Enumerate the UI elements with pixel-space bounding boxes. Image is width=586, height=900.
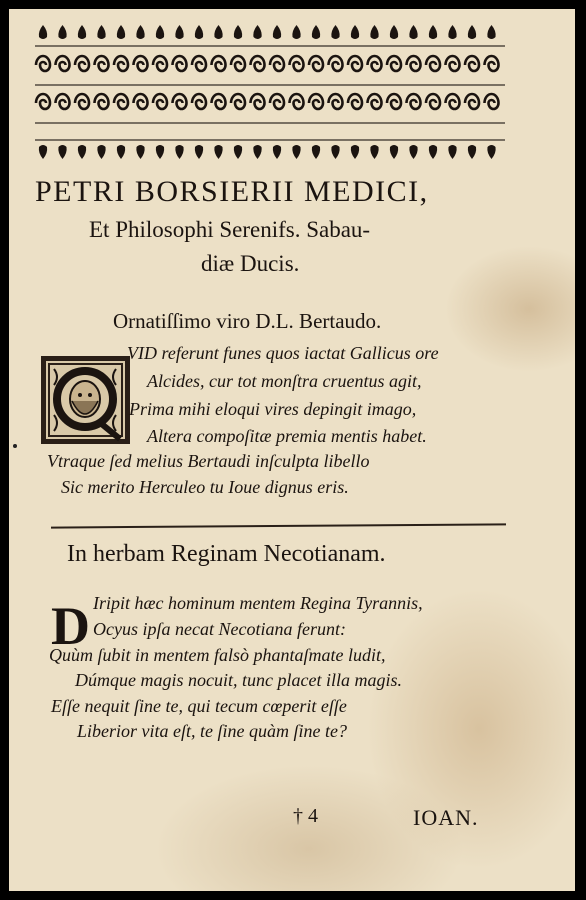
scroll-motif-icon xyxy=(348,56,362,71)
fleuron-top-icon xyxy=(487,25,495,39)
fleuron-top-icon xyxy=(136,25,144,39)
fleuron-bottom-icon xyxy=(487,145,495,159)
fleuron-bottom-icon xyxy=(429,145,437,159)
poem1-line: VID referunt funes quos iactat Gallicus ore xyxy=(127,343,439,363)
fleuron-bottom-icon xyxy=(351,145,359,159)
scroll-motif-icon xyxy=(212,94,226,109)
scroll-motif-icon xyxy=(485,94,499,109)
scroll-motif-icon xyxy=(114,56,128,71)
scroll-motif-icon xyxy=(407,94,421,109)
scroll-motif-icon xyxy=(446,56,460,71)
fleuron-top-icon xyxy=(58,25,66,39)
scroll-motif-icon xyxy=(95,94,109,109)
poem1-line: Alcides, cur tot monſtra cruentus agit, xyxy=(147,371,422,391)
ornament-rule xyxy=(35,122,505,124)
scroll-motif-icon xyxy=(290,56,304,71)
scroll-motif-icon xyxy=(465,94,479,109)
fleuron-bottom-icon xyxy=(58,145,66,159)
scroll-motif-icon xyxy=(309,56,323,71)
fleuron-bottom-icon xyxy=(175,145,183,159)
author-title-line2: Et Philosophi Serenifs. Sabau- xyxy=(89,217,371,242)
scroll-motif-icon xyxy=(56,94,70,109)
fleuron-bottom-icon xyxy=(195,145,203,159)
scroll-motif-icon xyxy=(75,56,89,71)
fleuron-top-icon xyxy=(78,25,86,39)
scroll-motif-icon xyxy=(212,56,226,71)
poem2-line: Quùm ſubit in mentem falsò phantaſmate ludit, xyxy=(49,645,386,665)
scroll-motif-icon xyxy=(368,56,382,71)
fleuron-top-icon xyxy=(331,25,339,39)
scroll-motif-icon xyxy=(231,56,245,71)
fleuron-bottom-icon xyxy=(409,145,417,159)
fleuron-bottom-icon xyxy=(39,145,47,159)
poem2-line: Iripit hæc hominum mentem Regina Tyrannis, xyxy=(93,593,423,613)
scroll-motif-icon xyxy=(251,56,265,71)
fleuron-bottom-icon xyxy=(97,145,105,159)
fleuron-top-icon xyxy=(370,25,378,39)
scroll-motif-icon xyxy=(153,94,167,109)
fleuron-bottom-icon xyxy=(331,145,339,159)
ink-speck xyxy=(13,444,17,448)
catchword: IOAN. xyxy=(413,805,479,830)
fleuron-bottom-icon xyxy=(390,145,398,159)
fleuron-top-icon xyxy=(409,25,417,39)
ornament-rule xyxy=(35,84,505,86)
fleuron-top-icon xyxy=(234,25,242,39)
scroll-motif-icon xyxy=(153,56,167,71)
scroll-motif-icon xyxy=(387,94,401,109)
scroll-motif-icon xyxy=(446,94,460,109)
fleuron-top-icon xyxy=(175,25,183,39)
fleuron-top-icon xyxy=(448,25,456,39)
ornament-rule xyxy=(35,45,505,47)
fleuron-bottom-icon xyxy=(214,145,222,159)
scroll-motif-icon xyxy=(231,94,245,109)
scroll-motif-icon xyxy=(173,56,187,71)
author-title-line3: diæ Ducis. xyxy=(201,251,300,276)
printers-ornament-icon xyxy=(33,21,509,163)
poem2-line: Eſſe nequit ſine te, qui tecum cœperit eſſe xyxy=(51,696,347,716)
scroll-motif-icon xyxy=(192,94,206,109)
fleuron-top-icon xyxy=(117,25,125,39)
fleuron-top-icon xyxy=(468,25,476,39)
scroll-motif-icon xyxy=(329,56,343,71)
fleuron-top-icon xyxy=(312,25,320,39)
fleuron-top-icon xyxy=(253,25,261,39)
ornament-rule xyxy=(35,139,505,141)
woodcut-initial-q-icon xyxy=(40,355,131,445)
fleuron-bottom-icon xyxy=(117,145,125,159)
scroll-motif-icon xyxy=(485,56,499,71)
fleuron-bottom-icon xyxy=(156,145,164,159)
scroll-motif-icon xyxy=(290,94,304,109)
section-divider xyxy=(51,523,506,528)
poem1-line: Altera compoſitæ premia mentis habet. xyxy=(147,426,427,446)
scroll-motif-icon xyxy=(368,94,382,109)
scroll-motif-icon xyxy=(465,56,479,71)
scroll-motif-icon xyxy=(270,94,284,109)
poem1-line: Prima mihi eloqui vires depingit imago, xyxy=(129,399,417,419)
scroll-motif-icon xyxy=(36,94,50,109)
scroll-motif-icon xyxy=(36,56,50,71)
scroll-motif-icon xyxy=(329,94,343,109)
fleuron-bottom-icon xyxy=(312,145,320,159)
fleuron-top-icon xyxy=(273,25,281,39)
dedication-line: Ornatiſſimo viro D.L. Bertaudo. xyxy=(113,309,382,333)
scroll-motif-icon xyxy=(270,56,284,71)
scroll-motif-icon xyxy=(426,94,440,109)
fleuron-top-icon xyxy=(292,25,300,39)
fleuron-top-icon xyxy=(429,25,437,39)
scroll-motif-icon xyxy=(426,56,440,71)
scroll-motif-icon xyxy=(407,56,421,71)
fleuron-bottom-icon xyxy=(136,145,144,159)
fleuron-bottom-icon xyxy=(253,145,261,159)
scroll-motif-icon xyxy=(309,94,323,109)
fleuron-top-icon xyxy=(214,25,222,39)
poem2-line: Ocyus ipſa necat Necotiana ferunt: xyxy=(93,619,346,639)
scroll-motif-icon xyxy=(348,94,362,109)
fleuron-bottom-icon xyxy=(448,145,456,159)
scroll-motif-icon xyxy=(134,94,148,109)
fleuron-bottom-icon xyxy=(468,145,476,159)
fleuron-top-icon xyxy=(351,25,359,39)
scroll-motif-icon xyxy=(114,94,128,109)
fleuron-bottom-icon xyxy=(370,145,378,159)
fleuron-bottom-icon xyxy=(234,145,242,159)
scroll-motif-icon xyxy=(387,56,401,71)
section-heading: In herbam Reginam Necotianam. xyxy=(67,541,386,567)
author-title-line1: PETRI BORSIERII MEDICI, xyxy=(35,175,429,208)
scroll-motif-icon xyxy=(173,94,187,109)
fleuron-top-icon xyxy=(390,25,398,39)
scroll-motif-icon xyxy=(75,94,89,109)
fleuron-top-icon xyxy=(39,25,47,39)
scroll-motif-icon xyxy=(192,56,206,71)
scroll-motif-icon xyxy=(134,56,148,71)
fleuron-bottom-icon xyxy=(273,145,281,159)
fleuron-top-icon xyxy=(195,25,203,39)
fleuron-bottom-icon xyxy=(292,145,300,159)
scroll-motif-icon xyxy=(95,56,109,71)
poem1-line: Vtraque ſed melius Bertaudi inſculpta libello xyxy=(47,451,370,471)
fleuron-top-icon xyxy=(156,25,164,39)
poem1-line: Sic merito Herculeo tu Ioue dignus eris. xyxy=(61,477,349,497)
book-page xyxy=(9,9,575,891)
poem2-line: Dúmque magis nocuit, tunc placet illa magis. xyxy=(75,670,402,690)
fleuron-top-icon xyxy=(97,25,105,39)
drop-cap-letter: D xyxy=(51,596,90,656)
scroll-motif-icon xyxy=(56,56,70,71)
poem2-line: Liberior vita eſt, te ſine quàm ſine te? xyxy=(77,721,347,741)
signature-mark: † 4 xyxy=(293,805,318,827)
scroll-motif-icon xyxy=(251,94,265,109)
fleuron-bottom-icon xyxy=(78,145,86,159)
